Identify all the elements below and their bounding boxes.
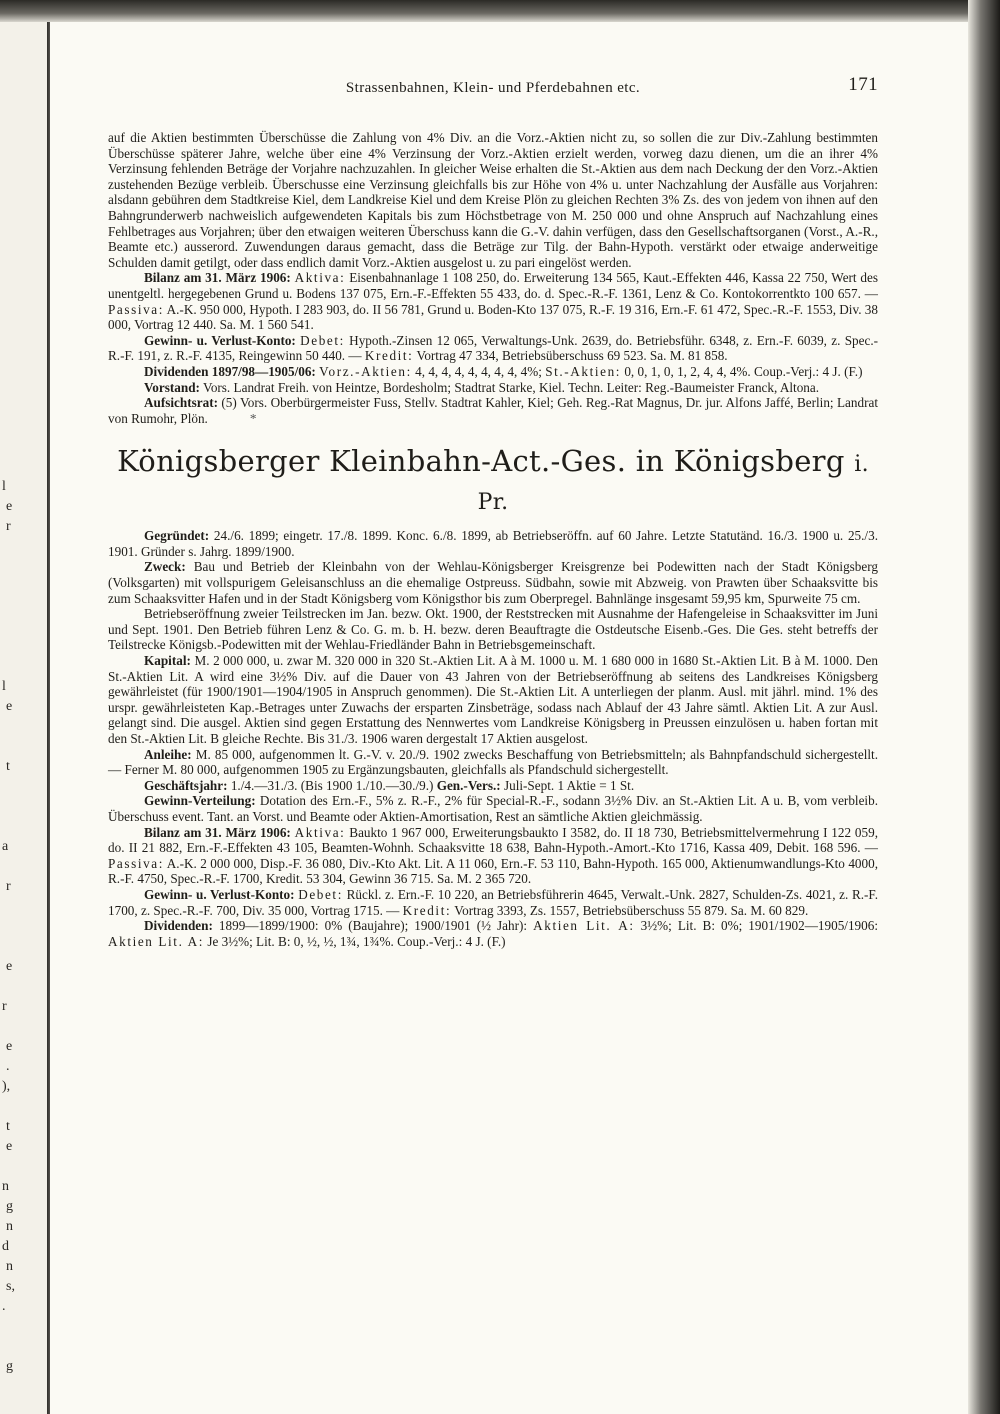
margin-glyph: r [2, 999, 7, 1014]
company-entry-continued [108, 130, 878, 426]
end-mark: * [249, 410, 257, 426]
spaced-label: Aktiva: [294, 270, 346, 286]
margin-glyph: n [6, 1259, 13, 1274]
paragraph-text: Betriebseröffnung zweier Teilstrecken im Jan. bezw. Okt. 1900, der Reststrecken mit Ausnahme der Hafengeleise in Schaaksvitter im Juni und Sept. 1901. Den Betrieb führen Lenz & Co. G. m. b. H. bezw. deren Beauftragte die Ostdeutsche Eisenb.-Ges. Die Ges. steht betreffs der Teilstrecke Königsb.-Podewitten mit der Wehlau-Friedländer Bahn in Betriebsgemeinschaft. [108, 606, 878, 653]
facing-page-margin-glyphs [0, 0, 40, 1414]
margin-glyph: e [6, 1139, 13, 1154]
paragraph [108, 918, 878, 949]
paragraph [108, 653, 878, 747]
paragraph-text: 1899—1899/1900: 0% (Baujahre); 1900/1901 (½ Jahr): [212, 918, 534, 934]
page-number: 171 [848, 74, 878, 95]
spaced-label: Aktien Lit. A: [108, 933, 205, 949]
margin-glyph: r [6, 879, 11, 894]
paragraph-text: M. 85 000, aufgenommen lt. G.-V. v. 20./9. 1902 zwecks Beschaffung von Betriebsmitteln; als Bahnpfandschuld sichergestellt. — Ferner M. 80 000, aufgenommen 1905 zu Ergänzungsbauten, gleichfalls als Pfandschuld sichergestellt. [108, 746, 878, 778]
margin-glyph: s, [6, 1279, 15, 1294]
section-label: Vorstand: [144, 379, 200, 395]
section-label: Bilanz am 31. März 1906: [144, 824, 291, 840]
running-header [108, 74, 878, 104]
margin-glyph: n [6, 1219, 13, 1234]
section-label: Gegründet: [144, 528, 210, 544]
paragraph-text: Bau und Betrieb der Kleinbahn von der Wehlau-Königsberger Kreisgrenze bei Podewitten nach der Stadt Königsberg (Volksgarten) mit vollspurigem Geleisanschluss an die ehemalige Ostpreuss. Südbahn, sowie mit Abzweig. von Prawten über Schaaksvitte bis zum Schaaksvitter Hafen und in der Stadt Königsberg vom Königsthor bis zum Oberpregel. Bahnlänge insgesamt 59,95 km, Spurweite 75 cm. [108, 559, 878, 606]
scan-top-edge [0, 0, 1000, 22]
paragraph [108, 825, 878, 887]
paragraph-text: A.-K. 2 000 000, Disp.-F. 36 080, Div.-Kto Akt. Lit. A 11 060, Ern.-F. 53 110, Bahn-Hypoth. 165 000, Aktienumwandlungs-Kto 4000, R.-F. 4750, Spec.-R.-F. 1700, Kredit. 53 304, Gewinn 36 715. Sa. M. 2 365 720. [108, 855, 878, 887]
margin-glyph: . [2, 1299, 6, 1314]
spaced-label: Aktien Lit. A: [533, 918, 635, 934]
margin-glyph: d [2, 1239, 9, 1254]
margin-glyph: e [6, 499, 13, 514]
paragraph-text: 24./6. 1899; eingetr. 17./8. 1899. Konc. 6./8. 1899, ab Betriebseröffn. auf 60 Jahre. Letzte Statutänd. 16./3. 1900 u. 25./3. 1901. Gründer s. Jahrg. 1899/1900. [108, 528, 878, 559]
paragraph-text: Juli-Sept. 1 Aktie = 1 St. [500, 777, 635, 793]
margin-glyph: t [6, 1119, 10, 1134]
section-label: Zweck: [144, 559, 186, 575]
scan-right-edge [968, 0, 1000, 1414]
paragraph [108, 793, 878, 824]
binding-gutter [47, 22, 50, 1414]
margin-glyph: e [6, 959, 13, 974]
margin-glyph: l [2, 479, 6, 494]
section-label: Gewinn- u. Verlust-Konto: [144, 886, 295, 902]
paragraph [108, 270, 878, 332]
company-entry [108, 528, 878, 949]
section-label: Bilanz am 31. März 1906: [144, 270, 291, 286]
section-label: Gen.-Vers.: [436, 777, 501, 793]
spaced-label: Kredit: [364, 348, 414, 364]
section-label: Dividenden 1897/98—1905/06: [144, 363, 316, 379]
section-label: Anleihe: [144, 746, 192, 762]
company-name: Königsberger Kleinbahn-Act.-Ges. in Königsberg [117, 444, 845, 479]
margin-glyph: . [6, 1059, 10, 1074]
paragraph-text: Vortrag 47 334, Betriebsüberschuss 69 523. Sa. M. 81 858. [413, 348, 728, 364]
spaced-label: Passiva: [108, 855, 165, 871]
paragraph-text: Vors. Landrat Freih. von Heintze, Bordesholm; Stadtrat Starke, Kiel. Techn. Leiter: Reg.-Baumeister Franck, Altona. [199, 379, 820, 395]
spaced-label: Debet: [300, 332, 345, 348]
paragraph-text: auf die Aktien bestimmten Überschüsse die Zahlung von 4% Div. an die Vorz.-Aktien nicht zu, so sollen die zur Div.-Zahlung bestimmten Überschüsse späterer Jahre, welche über eine 4% Verzinsung der Vorz.-Aktien erzielt werden, vorweg dazu dienen, um die an ihrer 4% Verzinsung fehlenden Beträge der Vorjahre nachzuzahlen. In gleicher Weise erhalten die St.-Aktien aus dem nach Deckung der den Vorz.-Aktien zustehenden Bezüge verbleib. Überschusse eine Verzinsung gleichfalls bis zur Höhe von 4% u. unter Nachzahlung der Ausfälle aus Vorjahren: alsdann gebühren dem Stadtkreise Kiel, dem Landkreise Kiel und dem Kreise Plön zu gleichen Rechten 3% Zs. des von jedem von ihnen auf den Bahngrunderwerb nachweislich aufgewendeten Kapitals bis zum Höchstbetrage von M. 250 000 und ohne Anspruch auf Nachzahlung eines Fehlbetrages aus Vorjahren; über den etwaigen weiteren Überschuss kann die G.-V. dahin verfügen, dass den Gesellschaftsorganen (Vorst., A.-R., Beamte etc.) ausserord. Zuwendungen daraus gemacht, dass die Beträge zur Tilg. der Bahn-Hypoth. verstärkt oder etwaige anderweitige Schulden damit getilgt, oder dass endlich damit Vorz.-Aktien ausgelost u. zu pari eingelöst werden. [108, 130, 878, 270]
spaced-label: Aktiva: [294, 824, 346, 840]
margin-glyph: l [2, 679, 6, 694]
page-content [108, 74, 878, 949]
company-heading [108, 444, 878, 520]
company-location-suffix: i. Pr. [477, 452, 869, 516]
paragraph-text: 1./4.—31./3. (Bis 1900 1./10.—30./9.) [227, 777, 437, 793]
paragraph [108, 333, 878, 364]
margin-glyph: a [2, 839, 9, 854]
section-label: Dividenden: [144, 918, 213, 934]
section-label: Gewinn- u. Verlust-Konto: [144, 332, 296, 348]
paragraph [108, 130, 878, 270]
margin-glyph: g [6, 1199, 13, 1214]
paragraph-text: Dotation des Ern.-F., 5% z. R.-F., 2% für Special-R.-F., sodann 3½% Div. an St.-Aktien Lit. A u. B, vom verbleib. Überschuss event. Tant. an Vorst. und Beamte oder Aktien-Amortisation, Rest an sämtliche Aktien gleichmässig. [108, 793, 878, 824]
paragraph [108, 559, 878, 606]
paragraph [108, 606, 878, 653]
spaced-label: Vorz.-Aktien: [319, 363, 412, 379]
paragraph-text: M. 2 000 000, u. zwar M. 320 000 in 320 St.-Aktien Lit. A à M. 1000 u. M. 1 680 000 in 1680 St.-Aktien Lit. B à M. 1000. Den St.-Aktien Lit. A wird eine 3½% Div. auf die Dauer von 43 Jahren von der Betriebseröffnung ab seitens des Landkreises Königsberg gewährleistet (für 1900/1901—1904/1905 in Anspruch genommen). Die St.-Aktien Lit. A unterliegen der planm. Ausl. mit jährl. mind. 1% des urspr. gewährleisteten Kap.-Betrages unter Zuwachs der ersparten Zinsbeträge, sodass nach Ablauf der 43 Jahre sämtl. Aktien Lit. A zur Ausl. gelangt sind. Die ausgel. Aktien sind gegen Erstattung des Nennwertes vom Landkreise Königsberg in Preussen einzulösen u. haben fortan mit den St.-Aktien Lit. B gleiche Rechte. Bis 31./3. 1906 waren dergestalt 17 Aktien ausgelost. [108, 653, 878, 746]
spaced-label: Kredit: [402, 902, 452, 918]
margin-glyph: e [6, 1039, 13, 1054]
section-label: Gewinn-Verteilung: [144, 793, 256, 809]
paragraph [108, 364, 878, 380]
margin-glyph: r [6, 519, 11, 534]
paragraph-text: Je 3½%; Lit. B: 0, ½, ½, 1¾, 1¾%. Coup.-Verj.: 4 J. (F.) [204, 933, 506, 949]
margin-glyph: n [2, 1179, 9, 1194]
paragraph [108, 528, 878, 559]
spaced-label: Passiva: [108, 301, 165, 317]
paragraph [108, 380, 878, 396]
margin-glyph: g [6, 1359, 13, 1374]
paragraph-text: Rückl. z. Ern.-F. 10 220, an Betriebsführerin 4645, Verwalt.-Unk. 2827, Schulden-Zs. 4021, z. R.-F. 1700, z. Spec.-R.-F. 700, Div. 35 000, Vortrag 1715. — [108, 886, 879, 918]
section-label: Aufsichtsrat: [144, 395, 218, 411]
paragraph-text: 4, 4, 4, 4, 4, 4, 4, 4, 4%; [411, 363, 546, 379]
paragraph [108, 887, 878, 918]
running-title: Strassenbahnen, Klein- und Pferdebahnen etc. [345, 80, 641, 96]
paragraph-text: Hypoth.-Zinsen 12 065, Verwaltungs-Unk. 2639, do. Betriebsführ. 6348, z. Ern.-F. 6039, z. Spec.-R.-F. 191, z. R.-F. 4135, Reingewinn 50 440. — [108, 332, 879, 364]
spaced-label: Debet: [298, 886, 343, 902]
paragraph [108, 395, 878, 426]
paragraph-text: 0, 0, 1, 0, 1, 2, 4, 4, 4%. Coup.-Verj.: 4 J. (F.) [621, 363, 863, 379]
paragraph [108, 747, 878, 778]
paragraph-text: Vortrag 3393, Zs. 1557, Betriebsüberschuss 55 879. Sa. M. 60 829. [451, 902, 809, 918]
paragraph-text: Eisenbahnanlage 1 108 250, do. Erweiterung 134 565, Kaut.-Effekten 446, Kassa 22 750, Wert des unentgeltl. hergegebenen Grund u. Bodens 137 075, Ern.-F.-Effekten 55 433, do. d. Spec.-R.-F. 1361, Lenz & Co. Kontokorrentkto 100 657. — [108, 270, 879, 301]
paragraph-text: 3½%; Lit. B: 0%; 1901/1902—1905/1906: [634, 918, 878, 934]
paragraph-text: A.-K. 950 000, Hypoth. I 283 903, do. II 56 781, Grund u. Boden-Kto 137 075, R.-F. 19 316, Ern.-F. 61 472, Spec.-R.-F. 1553, Div. 38 000, Vortrag 12 440. Sa. M. 1 560 541. [108, 301, 878, 333]
margin-glyph: e [6, 699, 13, 714]
spaced-label: St.-Aktien: [545, 363, 622, 379]
paragraph-text: (5) Vors. Oberbürgermeister Fuss, Stellv. Stadtrat Kahler, Kiel; Geh. Reg.-Rat Magnus, Dr. jur. Alfons Jaffé, Berlin; Landrat von Rumohr, Plön. [108, 395, 878, 426]
paragraph-text: Baukto 1 967 000, Erweiterungsbaukto I 3582, do. II 18 730, Betriebsmittelvermehrung I 122 059, do. II 21 882, Ern.-F.-Effekten 43 105, Beamten-Wohnh. Schaaksvitte 18 638, Bahn-Hypoth.-Amort.-Kto 1716, Kassa 409, Debit. 168 596. — [108, 824, 879, 856]
margin-glyph: ), [2, 1079, 11, 1094]
section-label: Kapital: [144, 653, 191, 669]
section-label: Geschäftsjahr: [144, 777, 228, 793]
paragraph [108, 778, 878, 794]
margin-glyph: t [6, 759, 10, 774]
